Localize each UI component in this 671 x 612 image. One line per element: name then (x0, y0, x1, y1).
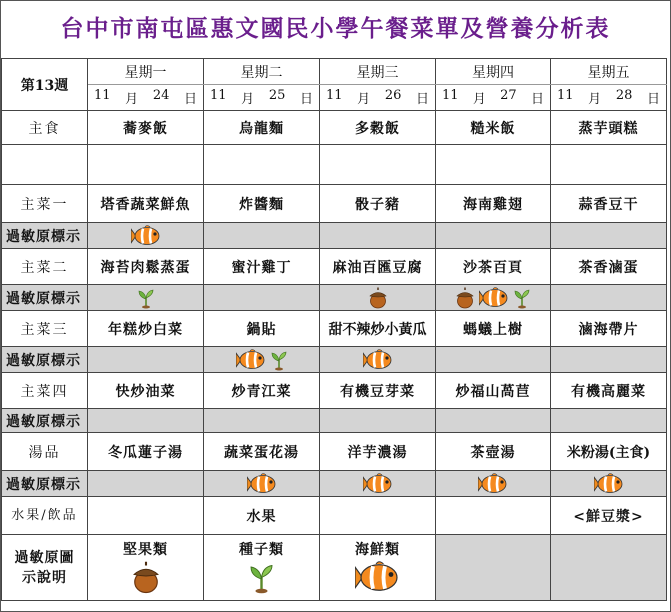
allergen-cell (88, 471, 204, 497)
day-date (88, 85, 204, 111)
dish-name: 冬瓜蓮子湯 (88, 433, 204, 471)
date-parts (320, 88, 435, 107)
day-date (551, 85, 667, 111)
legend-item (88, 535, 204, 601)
seed-icon (513, 287, 531, 309)
fruit-item (88, 497, 204, 535)
allergen-cell (320, 409, 436, 433)
date-month-unit: 月 (357, 92, 371, 107)
dish-name: 多穀飯 (320, 111, 436, 145)
dish-name: 沙茶百頁 (436, 249, 551, 285)
allergen-cell (551, 471, 667, 497)
dish-name: 螞蟻上樹 (436, 311, 551, 347)
date-month-unit: 月 (241, 92, 255, 107)
date-day: 28 (615, 88, 633, 103)
date-day: 25 (268, 88, 286, 103)
dish-name: 炒青江菜 (204, 373, 320, 409)
allergen-cell (551, 409, 667, 433)
allergen-cell (204, 409, 320, 433)
allergen-cell (436, 347, 551, 373)
date-month: 11 (326, 88, 343, 103)
dish-name: 骰子豬 (320, 185, 436, 223)
dish-name: 糙米飯 (436, 111, 551, 145)
page-title: 台中市南屯區惠文國民小學午餐菜單及營養分析表 (60, 15, 611, 42)
dish-name: 蔬菜蛋花湯 (204, 433, 320, 471)
day-name: 星期五 (551, 59, 667, 85)
dish-name: 炸醬麵 (204, 185, 320, 223)
row-label: 主菜四 (2, 373, 88, 409)
date-day: 26 (384, 88, 402, 103)
allergen-cell (436, 223, 551, 249)
seafood-icon (363, 473, 393, 495)
allergen-label: 過敏原標示 (2, 409, 88, 433)
legend-name: 堅果類 (123, 542, 168, 558)
allergen-cell (320, 347, 436, 373)
legend-item (204, 535, 320, 601)
allergen-cell (88, 223, 204, 249)
date-day-unit: 日 (299, 92, 313, 107)
dish-name: 蒸芋頭糕 (551, 111, 667, 145)
dish-name: 有機高麗菜 (551, 373, 667, 409)
allergen-cell (320, 285, 436, 311)
dish-name: 蕎麥飯 (88, 111, 204, 145)
dish-name: 海南雞翅 (436, 185, 551, 223)
row-main2 (2, 249, 667, 285)
day-date (436, 85, 551, 111)
nut-icon (368, 287, 388, 309)
dish-name: 年糕炒白菜 (88, 311, 204, 347)
date-day: 24 (152, 88, 170, 103)
allergen-cell (204, 223, 320, 249)
seafood-icon (479, 287, 509, 309)
allergen-cell (436, 409, 551, 433)
day-name: 星期四 (436, 59, 551, 85)
row-label: 湯品 (2, 433, 88, 471)
date-month: 11 (210, 88, 227, 103)
seed-icon (248, 561, 275, 594)
row-spacer (2, 145, 667, 185)
empty-cell (436, 535, 551, 601)
allergen-cell (204, 471, 320, 497)
legend-label: 過敏原圖示說明 (2, 535, 88, 601)
allergen-cell (551, 223, 667, 249)
allergen-cell (88, 285, 204, 311)
date-month: 11 (94, 88, 111, 103)
allergen-label: 過敏原標示 (2, 471, 88, 497)
empty-cell (436, 145, 551, 185)
row-soup (2, 433, 667, 471)
empty-cell (551, 145, 667, 185)
date-parts (436, 88, 550, 107)
allergen-cell (551, 347, 667, 373)
dish-name: 甜不辣炒小黃瓜 (320, 311, 436, 347)
seafood-icon (355, 561, 400, 594)
allergen-row (2, 285, 667, 311)
allergen-row (2, 347, 667, 373)
dish-name: 有機豆芽菜 (320, 373, 436, 409)
allergen-cell (204, 285, 320, 311)
legend-item (320, 535, 436, 601)
allergen-row (2, 409, 667, 433)
empty-cell (551, 535, 667, 601)
allergen-row (2, 471, 667, 497)
header-row-dates (2, 85, 667, 111)
empty-cell (2, 145, 88, 185)
allergen-cell (436, 285, 551, 311)
fruit-item (436, 497, 551, 535)
week-label: 第13週 (2, 59, 88, 111)
date-day: 27 (500, 88, 517, 103)
empty-cell (204, 145, 320, 185)
day-name: 星期一 (88, 59, 204, 85)
header-row-days (2, 59, 667, 85)
row-label: 主菜二 (2, 249, 88, 285)
allergen-cell (88, 409, 204, 433)
date-parts (204, 88, 319, 107)
seafood-icon (247, 473, 277, 495)
row-label: 水果/飲品 (2, 497, 88, 535)
date-parts (551, 88, 666, 107)
seafood-icon (131, 225, 161, 247)
day-date (320, 85, 436, 111)
allergen-cell (320, 471, 436, 497)
empty-cell (320, 145, 436, 185)
day-date (204, 85, 320, 111)
row-label: 主菜一 (2, 185, 88, 223)
seafood-icon (594, 473, 624, 495)
allergen-cell (436, 471, 551, 497)
seed-icon (270, 349, 288, 371)
date-month-unit: 月 (125, 92, 139, 107)
date-month: 11 (442, 88, 459, 103)
date-parts (88, 88, 203, 107)
row-fruit (2, 497, 667, 535)
seafood-icon (478, 473, 508, 495)
allergen-label: 過敏原標示 (2, 347, 88, 373)
legend-name: 海鮮類 (355, 542, 400, 558)
date-month: 11 (557, 88, 574, 103)
fruit-item: <鮮豆漿> (551, 497, 667, 535)
dish-name: 炒福山萵苣 (436, 373, 551, 409)
allergen-cell (551, 285, 667, 311)
date-day-unit: 日 (183, 92, 197, 107)
allergen-label: 過敏原標示 (2, 285, 88, 311)
allergen-label: 過敏原標示 (2, 223, 88, 249)
dish-name: 蒜香豆干 (551, 185, 667, 223)
dish-name: 滷海帶片 (551, 311, 667, 347)
row-label: 主菜三 (2, 311, 88, 347)
day-name: 星期二 (204, 59, 320, 85)
allergen-cell (320, 223, 436, 249)
menu-table (1, 58, 667, 601)
date-day-unit: 日 (646, 92, 660, 107)
seafood-icon (363, 349, 393, 371)
row-legend (2, 535, 667, 601)
dish-name: 海苔肉鬆蒸蛋 (88, 249, 204, 285)
nut-icon (131, 561, 161, 594)
day-name: 星期三 (320, 59, 436, 85)
dish-name: 鍋貼 (204, 311, 320, 347)
dish-name: 米粉湯(主食) (551, 433, 667, 471)
allergen-cell (204, 347, 320, 373)
empty-cell (88, 145, 204, 185)
dish-name: 快炒油菜 (88, 373, 204, 409)
allergen-row (2, 223, 667, 249)
date-day-unit: 日 (415, 92, 429, 107)
seafood-icon (236, 349, 266, 371)
date-day-unit: 日 (530, 92, 544, 107)
date-month-unit: 月 (472, 92, 486, 107)
allergen-cell (88, 347, 204, 373)
dish-name: 麻油百匯豆腐 (320, 249, 436, 285)
dish-name: 茶壺湯 (436, 433, 551, 471)
dish-name: 烏龍麵 (204, 111, 320, 145)
dish-name: 茶香滷蛋 (551, 249, 667, 285)
row-main3 (2, 311, 667, 347)
row-label: 主食 (2, 111, 88, 145)
dish-name: 塔香蔬菜鮮魚 (88, 185, 204, 223)
row-staple (2, 111, 667, 145)
nut-icon (455, 287, 475, 309)
legend-name: 種子類 (239, 542, 284, 558)
dish-name: 蜜汁雞丁 (204, 249, 320, 285)
fruit-item: 水果 (204, 497, 320, 535)
dish-name: 洋芋濃湯 (320, 433, 436, 471)
row-main1 (2, 185, 667, 223)
row-main4 (2, 373, 667, 409)
date-month-unit: 月 (588, 92, 602, 107)
seed-icon (137, 287, 155, 309)
fruit-item (320, 497, 436, 535)
